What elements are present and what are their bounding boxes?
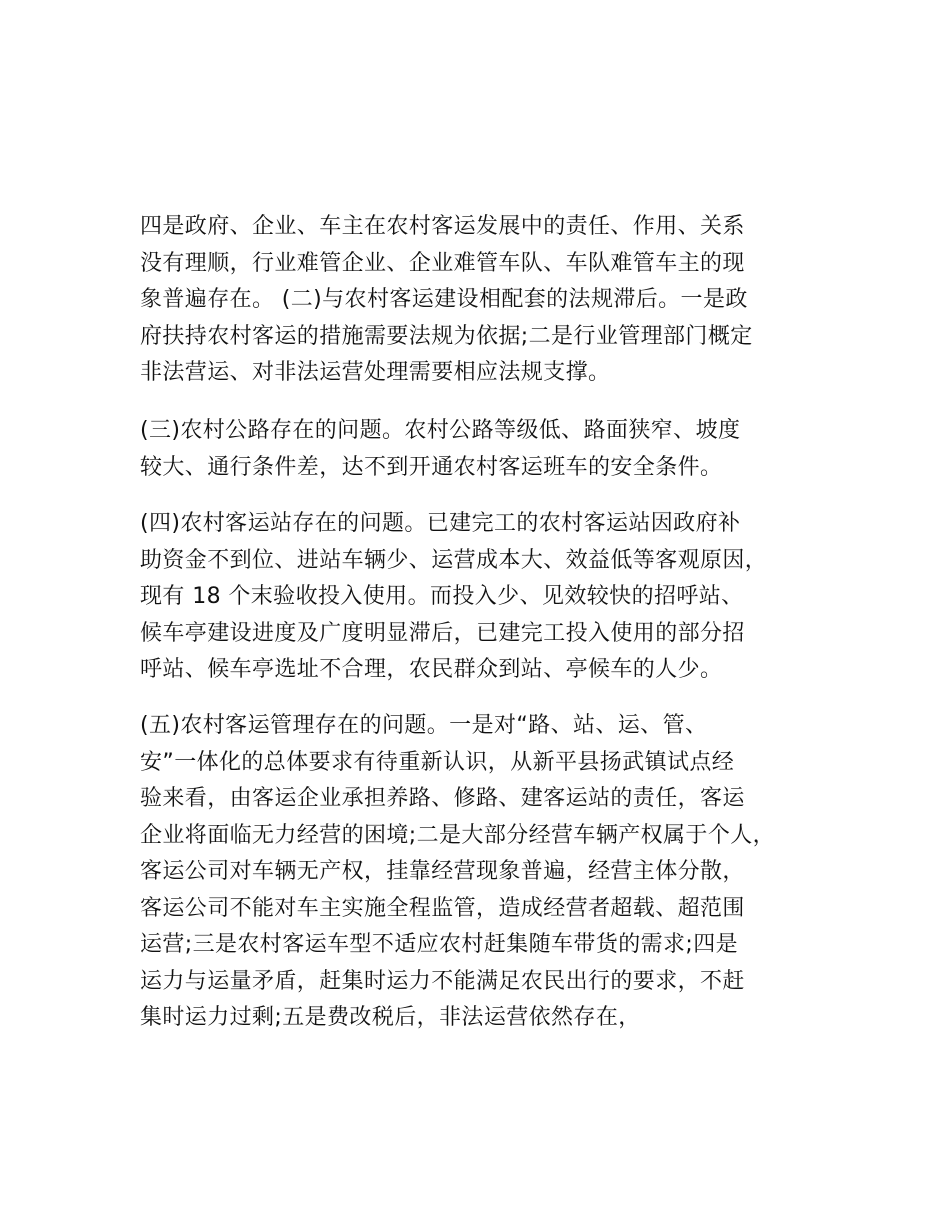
text-line: 非法营运、对非法运营处理需要相应法规支撑。 <box>140 360 611 385</box>
paragraph-responsibility-and-regulations <box>140 209 840 392</box>
text-line: (三)农村公路存在的问题。农村公路等级低、路面狭窄、坡度 <box>140 418 741 443</box>
text-line: 客运公司对车辆无产权，挂靠经营现象普遍，经营主体分散， <box>140 859 745 884</box>
text-line: 现有 18 个末验收投入使用。而投入少、见效较快的招呼站、 <box>140 584 744 609</box>
text-line: 呼站、候车亭选址不合理，农民群众到站、亭候车的人少。 <box>140 657 723 682</box>
text-line: 助资金不到位、进站车辆少、运营成本大、效益低等客观原因， <box>140 547 768 573</box>
text-line: 四是政府、企业、车主在农村客运发展中的责任、作用、关系 <box>140 214 745 239</box>
text-line: 客运公司不能对车主实施全程监管，造成经营者超载、超范围 <box>140 895 745 921</box>
text-line: 运营;三是农村客运车型不适应农村赶集随车带货的需求;四是 <box>140 932 739 957</box>
text-line: 安”一体化的总体要求有待重新认识，从新平县扬武镇试点经 <box>140 749 735 775</box>
text-line: 验来看，由客运企业承担养路、修路、建客运站的责任，客运 <box>140 786 745 811</box>
text-line: 企业将面临无力经营的困境;二是大部分经营车辆产权属于个人， <box>140 822 776 848</box>
paragraph-passenger-stations <box>140 506 840 689</box>
text-line: 集时运力过剩;五是费改税后，非法运营依然存在， <box>140 1005 641 1030</box>
paragraph-rural-roads <box>140 413 840 486</box>
text-line: 象普遍存在。 (二)与农村客运建设相配套的法规滞后。一是政 <box>140 287 748 312</box>
text-line: 运力与运量矛盾，赶集时运力不能满足农民出行的要求，不赶 <box>140 968 745 994</box>
text-line: (五)农村客运管理存在的问题。一是对“路、站、运、管、 <box>140 713 708 738</box>
text-line: 府扶持农村客运的措施需要法规为依据;二是行业管理部门概定 <box>140 323 753 349</box>
text-line: 没有理顺，行业难管企业、企业难管车队、车队难管车主的现 <box>140 250 745 276</box>
text-line: 候车亭建设进度及广度明显滞后，已建完工投入使用的部分招 <box>140 620 745 646</box>
text-line: (四)农村客运站存在的问题。已建完工的农村客运站因政府补 <box>140 511 741 536</box>
text-line: 较大、通行条件差，达不到开通农村客运班车的安全条件。 <box>140 454 723 480</box>
paragraph-transport-management <box>140 708 840 1037</box>
